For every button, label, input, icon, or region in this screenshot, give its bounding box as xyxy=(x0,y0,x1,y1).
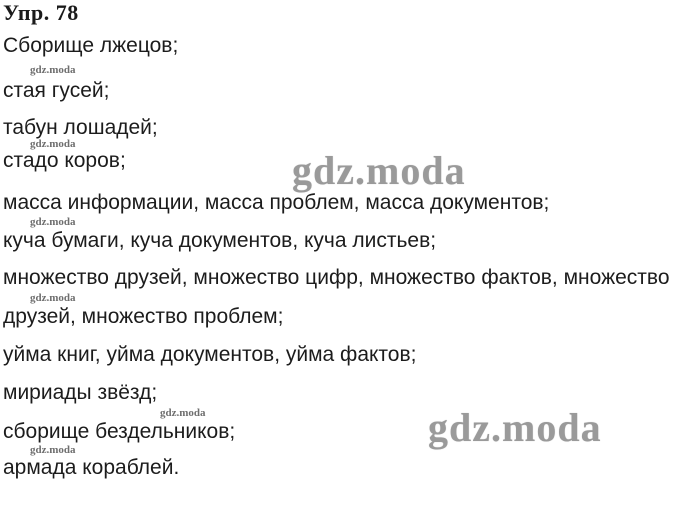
answer-line-1: Сборище лжецов; xyxy=(3,34,179,57)
watermark-small: gdz.moda xyxy=(30,64,76,76)
answer-line-3: табун лошадей; xyxy=(3,116,158,139)
answer-line-8: друзей, множество проблем; xyxy=(3,305,284,328)
exercise-title: Упр. 78 xyxy=(3,0,79,25)
watermark-small: gdz.moda xyxy=(160,407,206,419)
watermark-small: gdz.moda xyxy=(30,292,76,304)
watermark-small: gdz.moda xyxy=(30,444,76,456)
answer-line-11: сборище бездельников; xyxy=(3,420,236,443)
answer-line-9: уйма книг, уйма документов, уйма фактов; xyxy=(3,343,417,366)
answer-line-2: стая гусей; xyxy=(3,79,110,102)
watermark-large: gdz.moda xyxy=(428,405,602,450)
answer-line-4: стадо коров; xyxy=(3,149,126,172)
watermark-small: gdz.moda xyxy=(30,216,76,228)
answer-line-6: куча бумаги, куча документов, куча листьев; xyxy=(3,229,437,252)
answer-line-12: армада кораблей. xyxy=(3,456,180,479)
watermark-large: gdz.moda xyxy=(292,148,466,193)
answer-line-7: множество друзей, множество цифр, множество фактов, множество xyxy=(3,266,670,289)
answer-line-5: масса информации, масса проблем, масса документов; xyxy=(3,191,550,214)
answer-line-10: мириады звёзд; xyxy=(3,381,158,404)
watermark-small: gdz.moda xyxy=(30,138,76,150)
